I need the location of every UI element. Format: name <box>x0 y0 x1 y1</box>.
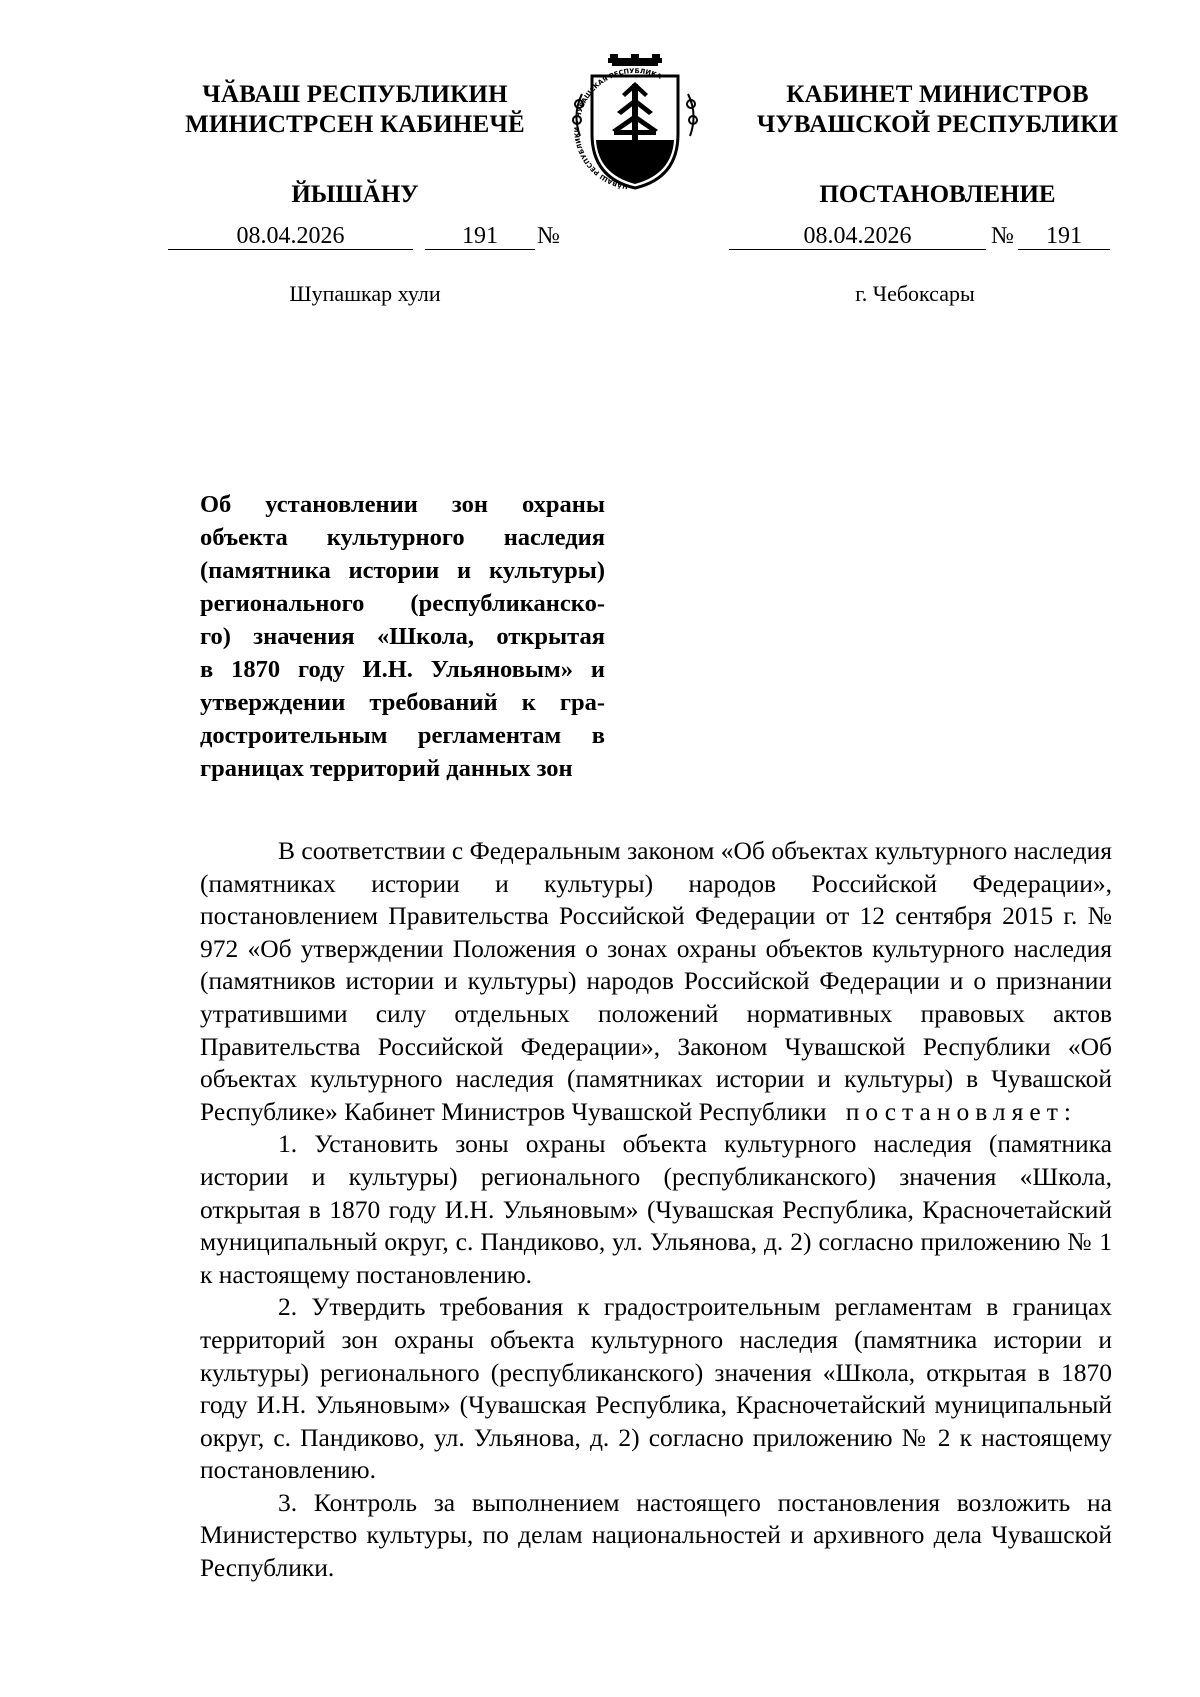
org-name-chuvash-line2: МИНИСТРСЕН КАБИНЕЧӖ <box>185 111 525 138</box>
org-name-chuvash-line1: ЧӐВАШ РЕСПУБЛИКИН <box>202 81 508 108</box>
org-name-russian-line2: ЧУВАШСКОЙ РЕСПУБЛИКИ <box>756 111 1119 138</box>
emblem-ring-text: ЧӐВАШ РЕСПУБЛИКИ • ЧУВАШСКАЯ РЕСПУБЛИКА <box>573 66 663 191</box>
org-name-russian-line1: КАБИНЕТ МИНИСТРОВ <box>786 81 1089 108</box>
left-number-sign: № <box>537 223 560 249</box>
document-subject <box>200 488 605 785</box>
document-body <box>200 835 1112 1585</box>
header-chuvash <box>155 80 555 210</box>
subject-line: объекта культурного наследия <box>200 524 605 551</box>
header-russian <box>725 80 1150 210</box>
subject-line: регионального (республиканско- <box>200 590 605 617</box>
preamble-text: В соответствии с Федеральным законом «Об объектах культурного наследия (памятниках истории и культуры) народов Российской Федерации», постановлением Правительства Российской Федерации от 12 сентября 2015 г. № 972 «Об утверждении Положения о зонах охраны объектов культурного наследия (памятников истории и культуры) народов Российской Федерации и о признании утратившими силу отдельных положений нормативных правовых актов Правительства Российской Федерации», Законом Чувашской Республики «Об объектах культурного наследия (памятниках истории и культуры) в Чувашской Республике» Кабинет Министров Чувашской Республики <box>200 836 1112 1126</box>
doc-type-chuvash: ЙЫШӐНУ <box>291 181 419 208</box>
subject-line: границах территорий данных зон <box>200 755 573 782</box>
chuvash-coat-of-arms-icon <box>562 54 708 199</box>
subject-line: достроительным регламентам в <box>200 722 605 749</box>
item-1-paragraph: 1. Установить зоны охраны объекта культурного наследия (памятника истории и культуры) регионального (республиканского) значения «Школа, открытая в 1870 году И.Н. Ульяновым» (Чувашская Республика, Красночетайский муниципальный округ, с. Пандиково, ул. Ульянова, д. 2) согласно приложению № 1 к настоящему постановлению. <box>200 1129 1112 1289</box>
city-russian: г. Чебоксары <box>855 281 975 306</box>
city-chuvash: Шупашкар хули <box>289 281 441 306</box>
item-3-paragraph: 3. Контроль за выполнением настоящего постановления возложить на Министерство культуры, по делам национальностей и архивного дела Чувашской Республики. <box>200 1487 1112 1583</box>
subject-line: в 1870 году И.Н. Ульяновым» и <box>200 656 605 683</box>
subject-line: (памятника истории и культуры) <box>200 557 605 584</box>
right-date: 08.04.2026 <box>729 222 986 250</box>
doc-type-russian: ПОСТАНОВЛЕНИЕ <box>819 181 1056 208</box>
resolves-word: постановляет: <box>845 1096 1077 1126</box>
subject-line: го) значения «Школа, открытая <box>200 623 605 650</box>
left-date: 08.04.2026 <box>168 222 413 250</box>
subject-line: Об установлении зон охраны <box>200 491 605 518</box>
right-number-sign: № <box>991 223 1014 249</box>
right-number: 191 <box>1018 222 1110 250</box>
left-number: 191 <box>425 222 535 250</box>
preamble-paragraph <box>200 835 1112 1128</box>
item-2-paragraph: 2. Утвердить требования к градостроительным регламентам в границах территорий зон охраны объекта культурного наследия (памятника истории и культуры) регионального (республиканского) значения «Школа, открытая в 1870 году И.Н. Ульяновым» (Чувашская Республика, Красночетайский муниципальный округ, с. Пандиково, ул. Ульянова, д. 2) согласно приложению № 2 к настоящему постановлению. <box>200 1292 1112 1485</box>
subject-line: утверждении требований к гра- <box>200 689 605 716</box>
registration-row <box>0 222 1200 252</box>
